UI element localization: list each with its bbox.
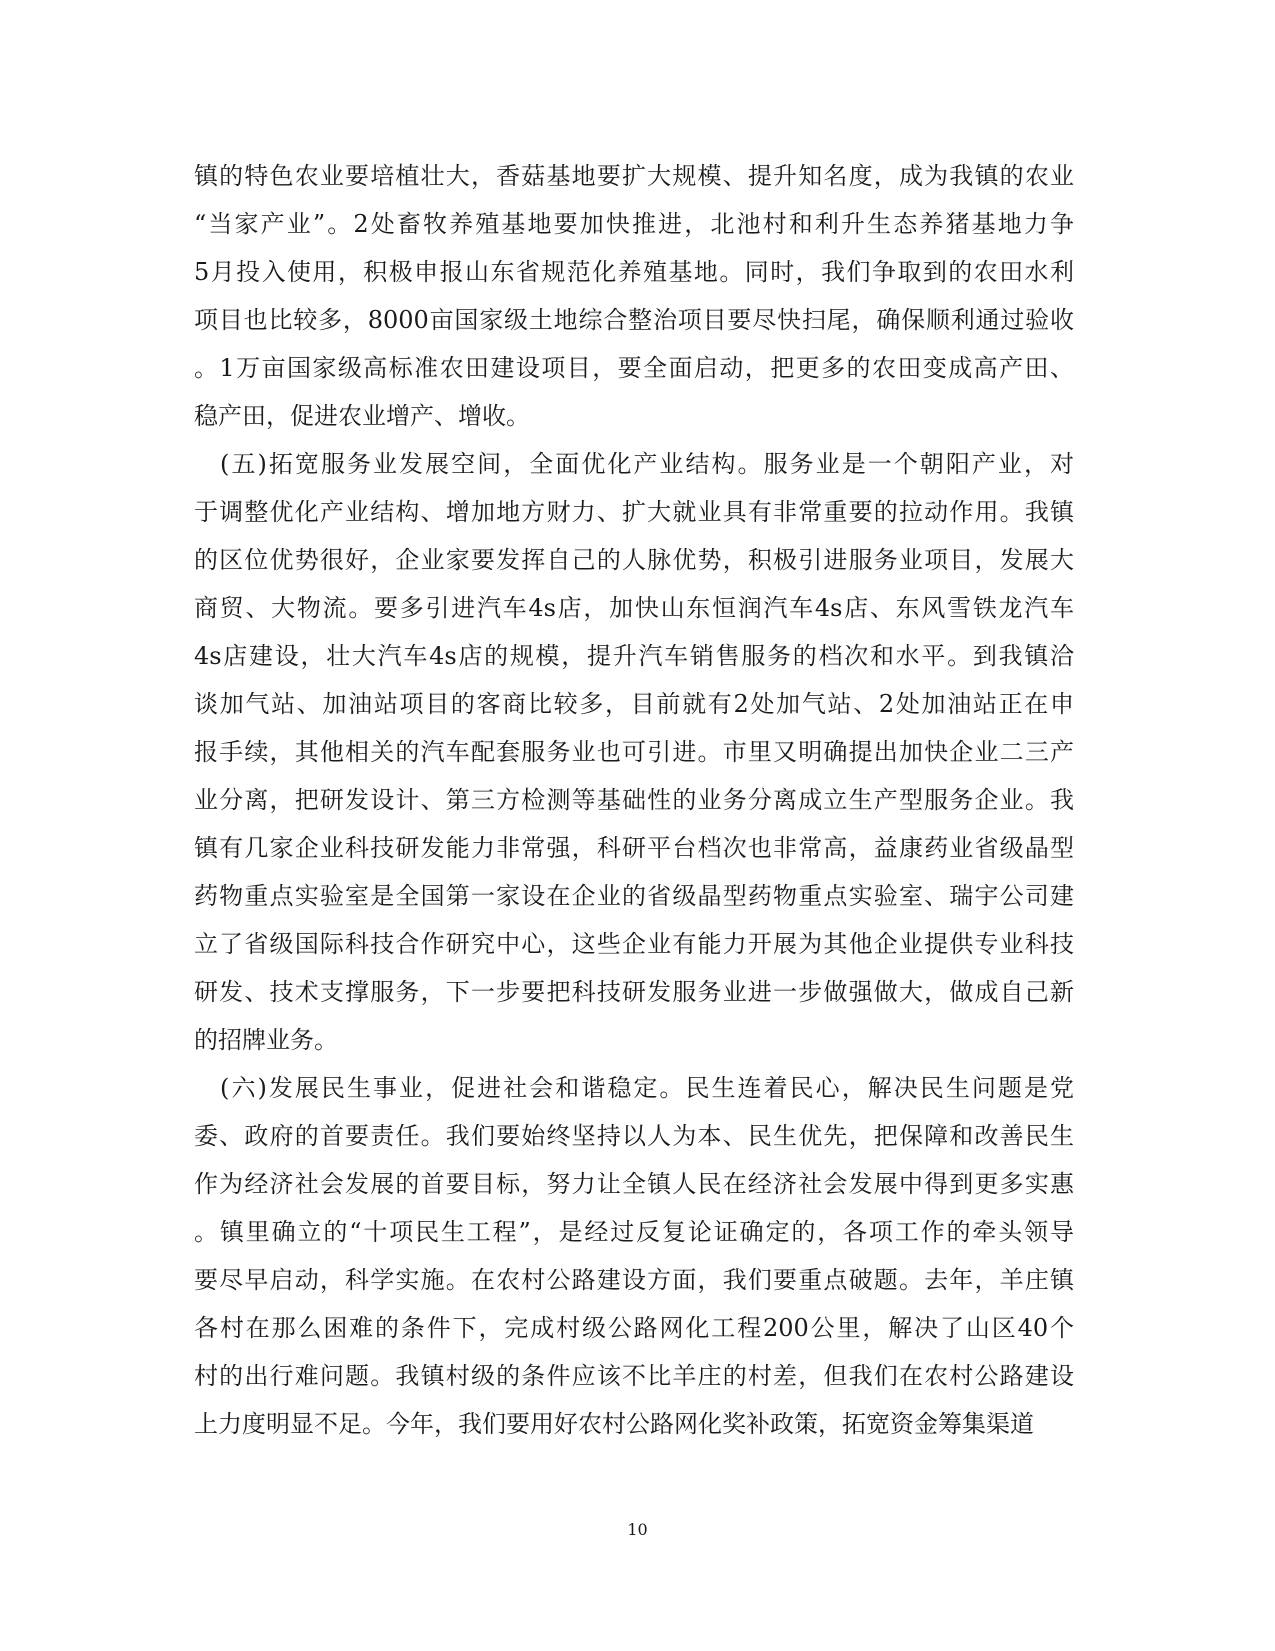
text-line: 立了省级国际科技合作研究中心，这些企业有能力开展为其他企业提供专业科技 <box>194 930 1074 958</box>
text-line: 的招牌业务。 <box>194 1026 338 1054</box>
text-line: 于调整优化产业结构、增加地方财力、扩大就业具有非常重要的拉动作用。我镇 <box>194 498 1074 526</box>
text-line: 商贸、大物流。要多引进汽车4s店，加快山东恒润汽车4s店、东风雪铁龙汽车 <box>194 594 1074 622</box>
text-line: 4s店建设，壮大汽车4s店的规模，提升汽车销售服务的档次和水平。到我镇洽 <box>194 642 1074 670</box>
paragraph <box>194 1064 1074 1448</box>
text-line: 上力度明显不足。今年，我们要用好农村公路网化奖补政策，拓宽资金筹集渠道 <box>194 1410 1034 1438</box>
text-line: 要尽早启动，科学实施。在农村公路建设方面，我们要重点破题。去年，羊庄镇 <box>194 1266 1074 1294</box>
page-number: 10 <box>627 1520 648 1539</box>
text-line: (六)发展民生事业，促进社会和谐稳定。民生连着民心，解决民生问题是党 <box>194 1074 1074 1102</box>
text-line: 项目也比较多，8000亩国家级土地综合整治项目要尽快扫尾，确保顺利通过验收 <box>194 306 1074 334</box>
text-line: (五)拓宽服务业发展空间，全面优化产业结构。服务业是一个朝阳产业，对 <box>194 450 1074 478</box>
text-line: 稳产田，促进农业增产、增收。 <box>194 402 530 430</box>
text-line: 作为经济社会发展的首要目标，努力让全镇人民在经济社会发展中得到更多实惠 <box>194 1170 1074 1198</box>
text-line: 5月投入使用，积极申报山东省规范化养殖基地。同时，我们争取到的农田水利 <box>194 258 1074 286</box>
text-line: 药物重点实验室是全国第一家设在企业的省级晶型药物重点实验室、瑞宇公司建 <box>194 882 1074 910</box>
document-body <box>194 152 1074 1448</box>
text-line: 镇的特色农业要培植壮大，香菇基地要扩大规模、提升知名度，成为我镇的农业 <box>194 162 1074 190</box>
text-line: “当家产业”。2处畜牧养殖基地要加快推进，北池村和利升生态养猪基地力争 <box>194 210 1074 238</box>
text-line: 镇有几家企业科技研发能力非常强，科研平台档次也非常高，益康药业省级晶型 <box>194 834 1074 862</box>
text-line: 委、政府的首要责任。我们要始终坚持以人为本、民生优先，把保障和改善民生 <box>194 1122 1074 1150</box>
text-line: 研发、技术支撑服务，下一步要把科技研发服务业进一步做强做大，做成自己新 <box>194 978 1074 1006</box>
text-line: 。1万亩国家级高标准农田建设项目，要全面启动，把更多的农田变成高产田、 <box>194 354 1074 382</box>
text-line: 报手续，其他相关的汽车配套服务业也可引进。市里又明确提出加快企业二三产 <box>194 738 1074 766</box>
paragraph <box>194 152 1074 440</box>
text-line: 各村在那么困难的条件下，完成村级公路网化工程200公里，解决了山区40个 <box>194 1314 1074 1342</box>
text-line: 村的出行难问题。我镇村级的条件应该不比羊庄的村差，但我们在农村公路建设 <box>194 1362 1074 1390</box>
text-line: 谈加气站、加油站项目的客商比较多，目前就有2处加气站、2处加油站正在申 <box>194 690 1074 718</box>
text-line: 的区位优势很好，企业家要发挥自己的人脉优势，积极引进服务业项目，发展大 <box>194 546 1074 574</box>
text-line: 。镇里确立的“十项民生工程”，是经过反复论证确定的，各项工作的牵头领导 <box>194 1218 1074 1246</box>
text-line: 业分离，把研发设计、第三方检测等基础性的业务分离成立生产型服务企业。我 <box>194 786 1074 814</box>
paragraph <box>194 440 1074 1064</box>
